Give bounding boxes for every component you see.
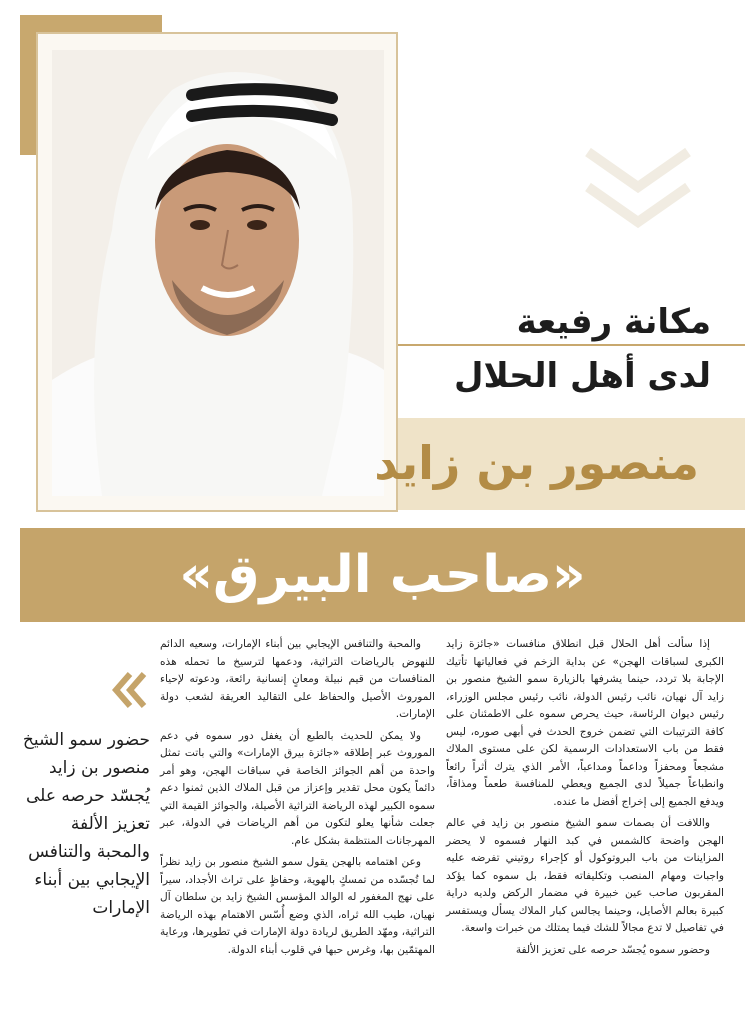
- article-column-right: [446, 636, 724, 963]
- headline-line-1: مكانة رفيعة: [516, 302, 711, 342]
- article-column-middle: [160, 636, 435, 963]
- headline-divider: [398, 344, 745, 346]
- headline-line-2: لدى أهل الحلال: [453, 356, 711, 396]
- pull-quote: حضور سمو الشيخ منصور بن زايد يُجسّد حرصه على تعزيز الألفة والمحبة والتنافس الإيجابي بين أبناء الإمارات: [22, 730, 150, 918]
- chevron-decoration-icon: [578, 132, 698, 242]
- portrait-photo: [52, 50, 384, 496]
- paragraph: ولا يمكن للحديث بالطبع أن يغفل دور سموه في دعم الموروث عبر إطلاقه «جائزة بيرق الإمارات» والتي باتت تمثل واحدة من أهم الجوائز الخاصة في سباقات الهجن، وهو أمر دائماً يكون محل تقدير وإعزاز من قبل الملاك الذين ثمنوا دعم سموه الكبير لهذه الرياضة التراثية الأصيلة، والجوائز القيمة التي جعلت شأنها يعلو لتكون من أهم الرياضات في الدولة، عبر المهرجانات المنتظمة بشكل عام.: [160, 729, 435, 847]
- paragraph: وحضور سموه يُجسّد حرصه على تعزيز الألفة: [515, 943, 710, 956]
- paragraph: إذا سألت أهل الحلال قبل انطلاق منافسات «جائزة زايد الكبرى لسباقات الهجن» عن بداية الزخم في فعالياتها تأتيك الإجابة بلا تردد، حينما يشرفها بالزيارة سمو الشيخ منصور بن زايد آل نهيان، نائب رئيس الدولة، نائب رئيس مجلس الوزراء، رئيس ديوان الرئاسة، حيث يحرص سموه على الاطمئنان على كافة الترتيبات التي تضمن خروج الحدث في أبهى صوره، ليس فقط من باب الاستعدادات الرسمية لكن على مستوى الملاك مشجعاً ومحفزاً وداعماً ومداعباً، الأمر الذي يترك أثراً رائعاً وانطباعاً جميلاً لدى الجميع ويعطي للمنافسة طعماً ومذاقاً، ويدفع الجميع إلى إخراج أفضل ما عنده.: [446, 638, 724, 808]
- article-title: «صاحب البيرق»: [179, 545, 586, 605]
- paragraph: والمحبة والتنافس الإيجابي بين أبناء الإمارات، وسعيه الدائم للنهوض بالرياضات التراثية، ودعمها لترسيخ ما تحمله هذه المنافسات من قيم نبيلة ومعانٍ إنسانية رائعة، ودعوته لإحياء الموروث الأصيل والحفاظ على التقاليد العريقة لشعب دولة الإمارات.: [160, 638, 435, 720]
- headline: [391, 300, 711, 344]
- paragraph: واللافت أن بصمات سمو الشيخ منصور بن زايد في عالم الهجن واضحة كالشمس في كبد النهار فسموه لا يحضر المزاينات من باب البروتوكول أو كإجراء روتيني تفرضه عليه واجبات ومهام المنصب وتكليفاته فقط، بل سموه كما يؤكد المقربون صاحب عين خبيرة في مضمار الركض ولديه دراية كبيرة بعالم الأصايل، وحينما يجالس كبار الملاك يسأل ويستفسر في تفاصيل لا تدع مجالاً للشك فيما يمتلك من خبرات واسعة.: [446, 817, 724, 934]
- person-name: منصور بن زايد: [374, 436, 699, 490]
- paragraph: وعن اهتمامه بالهجن يقول سمو الشيخ منصور بن زايد نظراً لما تُجسّده من تمسكٍ بالهوية، وحفاظٍ على تراث الأجداد، سيراً على نهج المغفور له الوالد المؤسس الشيخ زايد بن سلطان آل نهيان، طيب الله ثراه، الذي وضع أُسّس الاهتمام بهذه الرياضة التراثية، ومهّد الطريق لريادة دولة الإمارات في تطويرها، ورعاية المهتمّين بها، وغرس حبها في قلوب أبناء الدولة.: [160, 856, 435, 956]
- double-chevron-icon: [108, 670, 148, 710]
